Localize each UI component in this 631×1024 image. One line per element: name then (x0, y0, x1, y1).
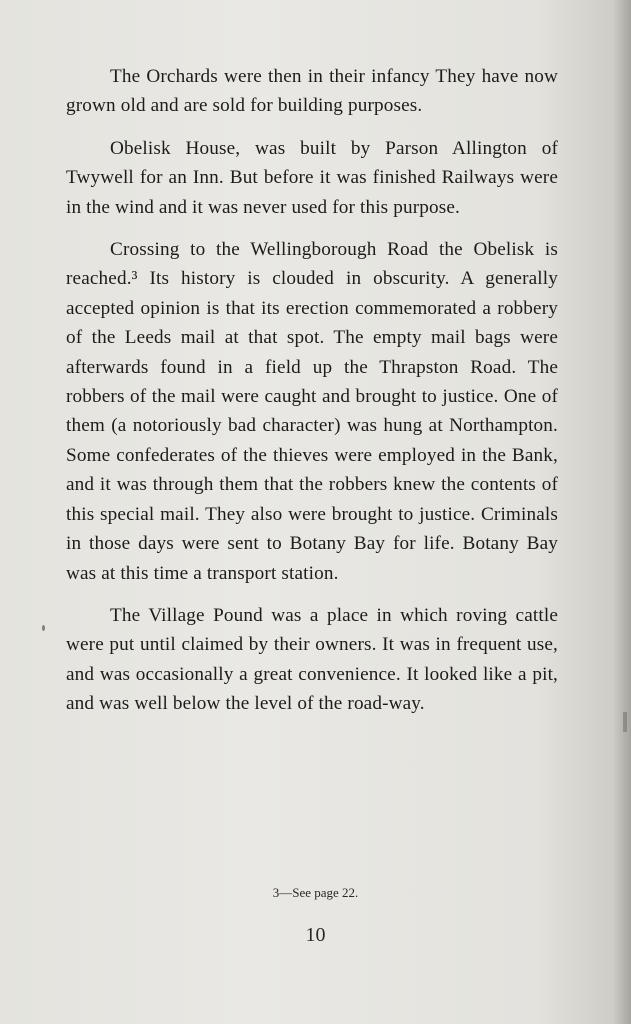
page-edge-shadow (613, 0, 631, 1024)
paragraph-obelisk: Crossing to the Wellingborough Road the Obelisk is reached.³ Its history is clouded in obscurity. A generally accepted opinion is that its erection commemorated a robbery of the Leeds mail at that spot. The empty mail bags were afterwards found in a field up the Thrapston Road. The robbers of the mail were caught and brought to justice. One of them (a notoriously bad character) was hung at Northampton. Some confederates of the thieves were employed in the Bank, and it was through them that the robbers knew the contents of this special mail. They also were brought to justice. Criminals in those days were sent to Botany Bay for life. Botany Bay was at this time a transport station. (66, 239, 558, 584)
paragraph-obelisk-house: Obelisk House, was built by Parson Allington of Twywell for an Inn. But before it was finished Railways were in the wind and it was never used for this purpose. (66, 137, 558, 218)
body-text (66, 62, 558, 732)
page-edge-mark (623, 712, 627, 732)
paragraph-orchards: The Orchards were then in their infancy They have now grown old and are sold for building purposes. (66, 66, 558, 117)
page-number: 10 (305, 924, 326, 946)
paper-speck (42, 625, 45, 631)
paragraph-village-pound: The Village Pound was a place in which roving cattle were put until claimed by their owners. It was in frequent use, and was occasionally a great convenience. It looked like a pit, and was well below the level of the road-way. (66, 604, 558, 715)
footnote: 3—See page 22. (272, 885, 359, 900)
